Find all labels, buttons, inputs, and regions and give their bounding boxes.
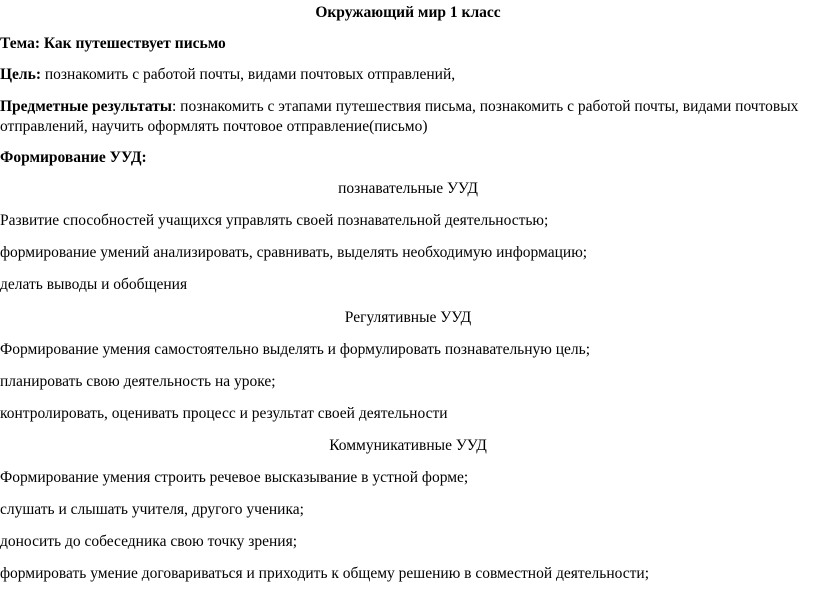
regulatory-item: контролировать, оценивать процесс и результат своей деятельности xyxy=(0,405,448,422)
goal-label: Цель: xyxy=(0,66,41,83)
communicative-item: Формирование умения строить речевое высказывание в устной форме; xyxy=(0,469,469,486)
communicative-item: доносить до собеседника свою точку зрения; xyxy=(0,533,298,550)
subject-results-text: : познакомить с этапами путешествия письма, познакомить с работой почты, видами почтовых отправлений, научить оформлять почтовое отправление(письмо) xyxy=(0,98,799,135)
page-title: Окружающий мир 1 класс xyxy=(315,4,501,21)
subject-results-paragraph xyxy=(0,97,816,137)
uud-heading: Формирование УУД: xyxy=(0,149,147,166)
cognitive-heading: познавательные УУД xyxy=(338,180,478,197)
communicative-item: формировать умение договариваться и приходить к общему решению в совместной деятельности; xyxy=(0,565,650,582)
communicative-heading: Коммуникативные УУД xyxy=(329,437,487,454)
cognitive-item: Развитие способностей учащихся управлять своей познавательной деятельностью; xyxy=(0,212,549,229)
regulatory-heading: Регулятивные УУД xyxy=(344,309,472,326)
goal-text: познакомить с работой почты, видами почтовых отправлений, xyxy=(41,66,456,83)
cognitive-item: делать выводы и обобщения xyxy=(0,276,188,293)
cognitive-item: формирование умений анализировать, сравнивать, выделять необходимую информацию; xyxy=(0,244,588,261)
topic-line: Тема: Как путешествует письмо xyxy=(0,35,226,52)
subject-results-label: Предметные результаты xyxy=(0,98,172,115)
goal-line xyxy=(0,66,455,84)
regulatory-item: Формирование умения самостоятельно выделять и формулировать познавательную цель; xyxy=(0,341,591,358)
communicative-item: слушать и слышать учителя, другого ученика; xyxy=(0,501,304,518)
regulatory-item: планировать свою деятельность на уроке; xyxy=(0,373,276,390)
